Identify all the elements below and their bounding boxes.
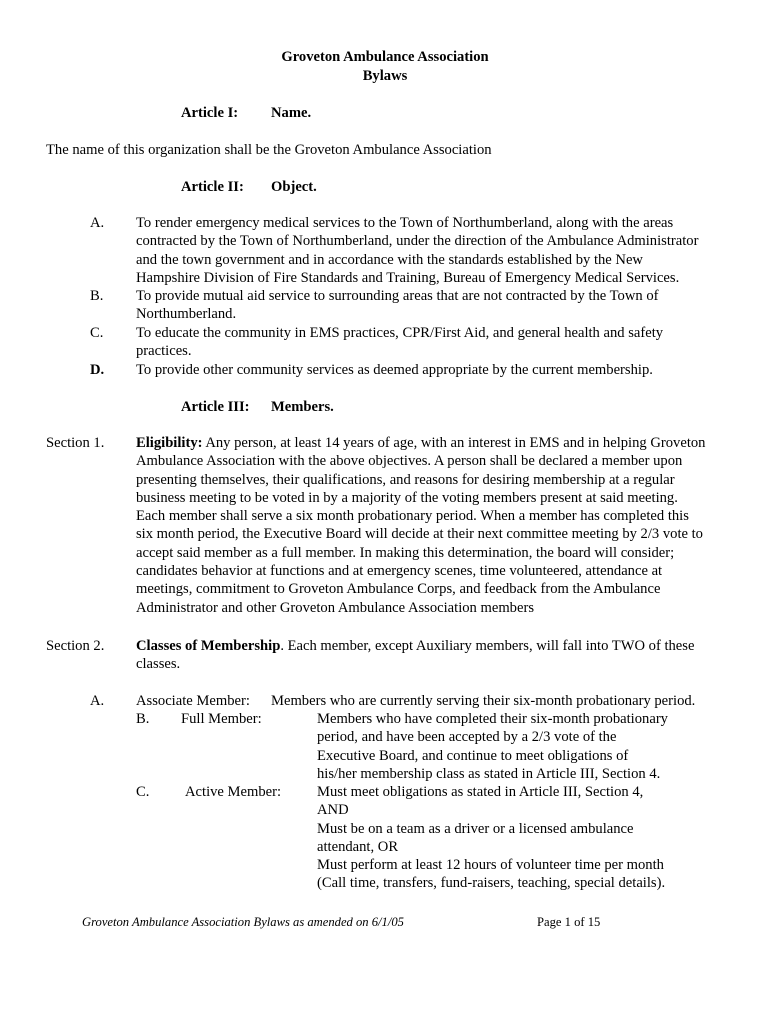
class-desc-c-line: Must perform at least 12 hours of volunteer time per month [317,857,664,874]
object-item-a [136,214,698,287]
class-desc-c [317,783,665,893]
section-1-first-text: Any person, at least 14 years of age, with an interest in EMS and in helping Groveton [202,435,706,451]
object-marker-b: B. [90,288,104,304]
class-desc-b-line: his/her membership class as stated in Article III, Section 4. [317,765,661,782]
object-item-d [136,361,653,379]
class-desc-c-line: Must meet obligations as stated in Article III, Section 4, [317,784,644,800]
class-desc-a: Members who are currently serving their six-month probationary period. [271,693,696,709]
class-desc-c-line: Must be on a team as a driver or a licensed ambulance [317,820,634,837]
class-desc-b-line: Executive Board, and continue to meet obligations of [317,747,629,764]
article-1-heading: Name. [271,105,312,121]
section-1-line: Administrator and other Groveton Ambulance Association members [136,599,534,616]
section-1-lead: Eligibility: [136,435,203,451]
section-2-body [136,637,694,674]
section-2-first-text: . Each member, except Auxiliary members, will fall into TWO of these [280,638,695,654]
page-number: Page 1 of 15 [537,915,601,929]
object-item-a-line: contracted by the Town of Northumberland, under the direction of the Ambulance Administrator [136,233,699,250]
class-marker-b: B. [136,711,150,727]
article-1-label: Article I: [181,105,239,121]
object-item-b-line: Northumberland. [136,306,237,323]
section-1-label: Section 1. [46,435,105,451]
section-1-line: presenting themselves, their qualifications, and reasons for desiring membership at a regular [136,471,675,488]
section-2-lead: Classes of Membership [136,638,281,654]
section-1-first-line [136,434,705,452]
section-1-line: meetings, commitment to Groveton Ambulance Corps, and feedback from the Ambulance [136,581,661,598]
article-3-label: Article III: [181,399,250,415]
class-desc-b-line: Members who have completed their six-month probationary [317,711,668,727]
footer-note: Groveton Ambulance Association Bylaws as amended on 6/1/05 [82,915,404,929]
object-marker-c: C. [90,325,104,341]
document-title: Groveton Ambulance Association [281,49,489,65]
object-item-c-line: To educate the community in EMS practices, CPR/First Aid, and general health and safety [136,325,664,341]
object-item-a-line: To render emergency medical services to the Town of Northumberland, along with the areas [136,215,674,231]
class-desc-b-line: period, and have been accepted by a 2/3 vote of the [317,729,617,746]
class-desc-b [317,710,668,783]
class-desc-c-line: (Call time, transfers, fund-raisers, teaching, special details). [317,875,666,892]
article-2-heading: Object. [271,179,317,195]
class-name-c: Active Member: [185,784,282,800]
object-marker-a: A. [90,215,105,231]
object-item-a-line: and the town government and in accordance with the standards established by the New [136,251,643,268]
section-2-first-line [136,637,694,655]
object-item-b-line: To provide mutual aid service to surrounding areas that are not contracted by the Town of [136,288,659,304]
object-item-a-line: Hampshire Division of Fire Standards and Training, Bureau of Emergency Medical Services. [136,269,680,286]
article-3-heading: Members. [271,399,334,415]
section-1-line: Each member shall serve a six month probationary period. When a member has completed this [136,508,689,525]
object-item-b [136,287,659,324]
section-2-line: classes. [136,656,181,673]
section-1-line: accept said member as a full member. In making this determination, the board will consider; [136,544,675,561]
section-1-line: candidates behavior at functions and at emergency scenes, time volunteered, attendance at [136,563,663,580]
class-marker-c: C. [136,784,150,800]
document-subtitle: Bylaws [362,68,408,84]
object-item-d-line: To provide other community services as deemed appropriate by the current membership. [136,362,653,378]
object-item-c-line: practices. [136,343,192,360]
class-desc-c-line: attendant, OR [317,838,399,855]
section-1-line: Ambulance Association with the above objectives. A person shall be declared a member upon [136,453,683,470]
class-name-a: Associate Member: [136,693,250,709]
object-item-c [136,324,663,361]
class-name-b: Full Member: [181,711,262,727]
section-1-body [136,434,705,617]
section-1-line: business meeting to be voted in by a majority of the voting members present at said meeting. [136,489,678,506]
object-marker-d: D. [90,362,105,378]
section-2-label: Section 2. [46,638,105,654]
class-desc-c-line: AND [317,802,349,819]
article-2-label: Article II: [181,179,244,195]
article-1-text: The name of this organization shall be the Groveton Ambulance Association [46,142,492,158]
section-1-line: six month period, the Executive Board will decide at their next committee meeting by 2/3 vote to [136,526,703,543]
class-marker-a: A. [90,693,105,709]
